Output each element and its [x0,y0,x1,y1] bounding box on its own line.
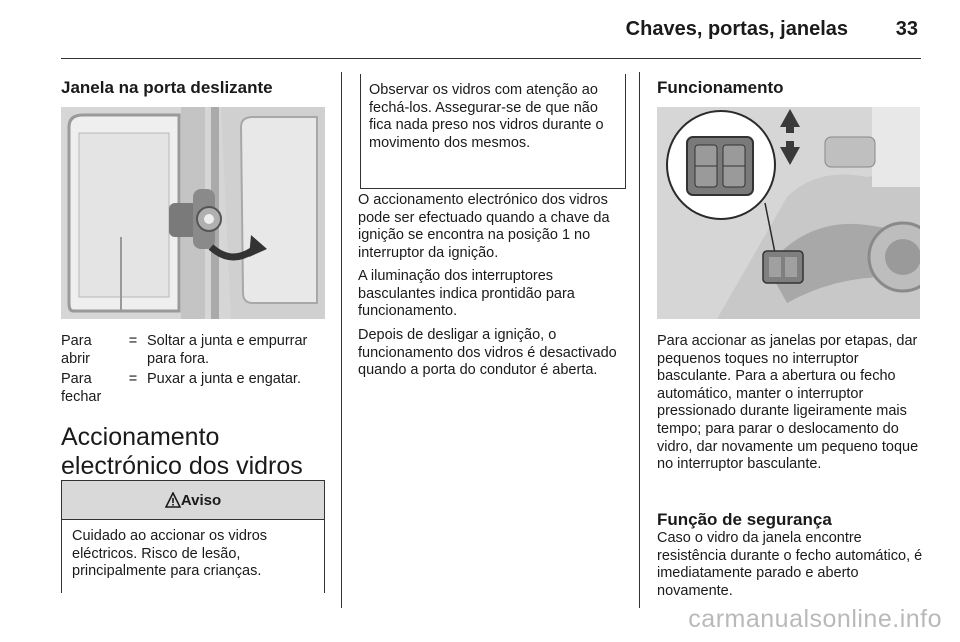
definition-equals: = [128,371,138,387]
warning-triangle-icon [165,492,181,508]
warning-text: Cuidado ao accionar os vidros eléctricos. Risco de lesão, principalmente para crianças. [72,528,268,580]
paragraph-operation: Para accionar as janelas por etapas, dar pequenos toques no interruptor basculante. Para a abertura ou fecho automático, manter o interruptor pressionado durante ligeiramente mais tempo; para parar o deslocamento do vidro, dar novamente um pequeno toque no interruptor basculante. [657,333,919,473]
note-box [360,74,626,189]
definition-row-open [61,333,325,368]
section-heading-sliding-window: Janela na porta deslizante [61,78,273,97]
section-heading-power-windows: Accionamento electrónico dos vidros [61,423,303,480]
section-heading-safety: Função de segurança [657,510,832,529]
latch-illustration-svg [61,107,325,319]
warning-header [62,481,324,520]
paragraph-illumination: A iluminação dos interruptores basculantes indica prontidão para funcionamento. [358,268,575,320]
column-divider-1 [341,72,342,608]
paragraph-ignition-off: Depois de desligar a ignição, o funcionamento dos vidros é desactivado quando a porta do condutor é aberta. [358,327,617,379]
window-switch-illustration [657,107,920,319]
header-divider [61,58,921,59]
watermark: carmanualsonline.info [688,605,942,633]
definition-description: Soltar a junta e empurrar para fora. [147,333,308,367]
note-text: Observar os vidros com atenção ao fechá-los. Assegurar-se de que não fica nada preso nos vidros durante o movimento dos mesmos. [369,82,604,151]
paragraph-safety: Caso o vidro da janela encontre resistência durante o fecho automático, é imediatamente parado e aberto novamente. [657,530,923,599]
definition-term: Para fechar [61,371,102,405]
definition-table [61,333,325,409]
warning-box [61,480,325,593]
definition-equals: = [128,333,138,349]
warning-title: Aviso [180,491,222,509]
window-switch-illustration-svg [657,107,920,319]
sliding-window-latch-illustration [61,107,325,319]
header-title: Chaves, portas, janelas [625,18,848,40]
definition-term: Para abrir [61,333,92,367]
paragraph-activation: O accionamento electrónico dos vidros pode ser efectuado quando a chave da ignição se encontra na posição 1 no interruptor da ignição. [358,192,610,261]
definition-row-close [61,371,325,406]
section-heading-operation: Funcionamento [657,78,784,97]
page-number: 33 [895,18,918,40]
column-divider-2 [639,72,640,608]
definition-description: Puxar a junta e engatar. [147,371,301,387]
